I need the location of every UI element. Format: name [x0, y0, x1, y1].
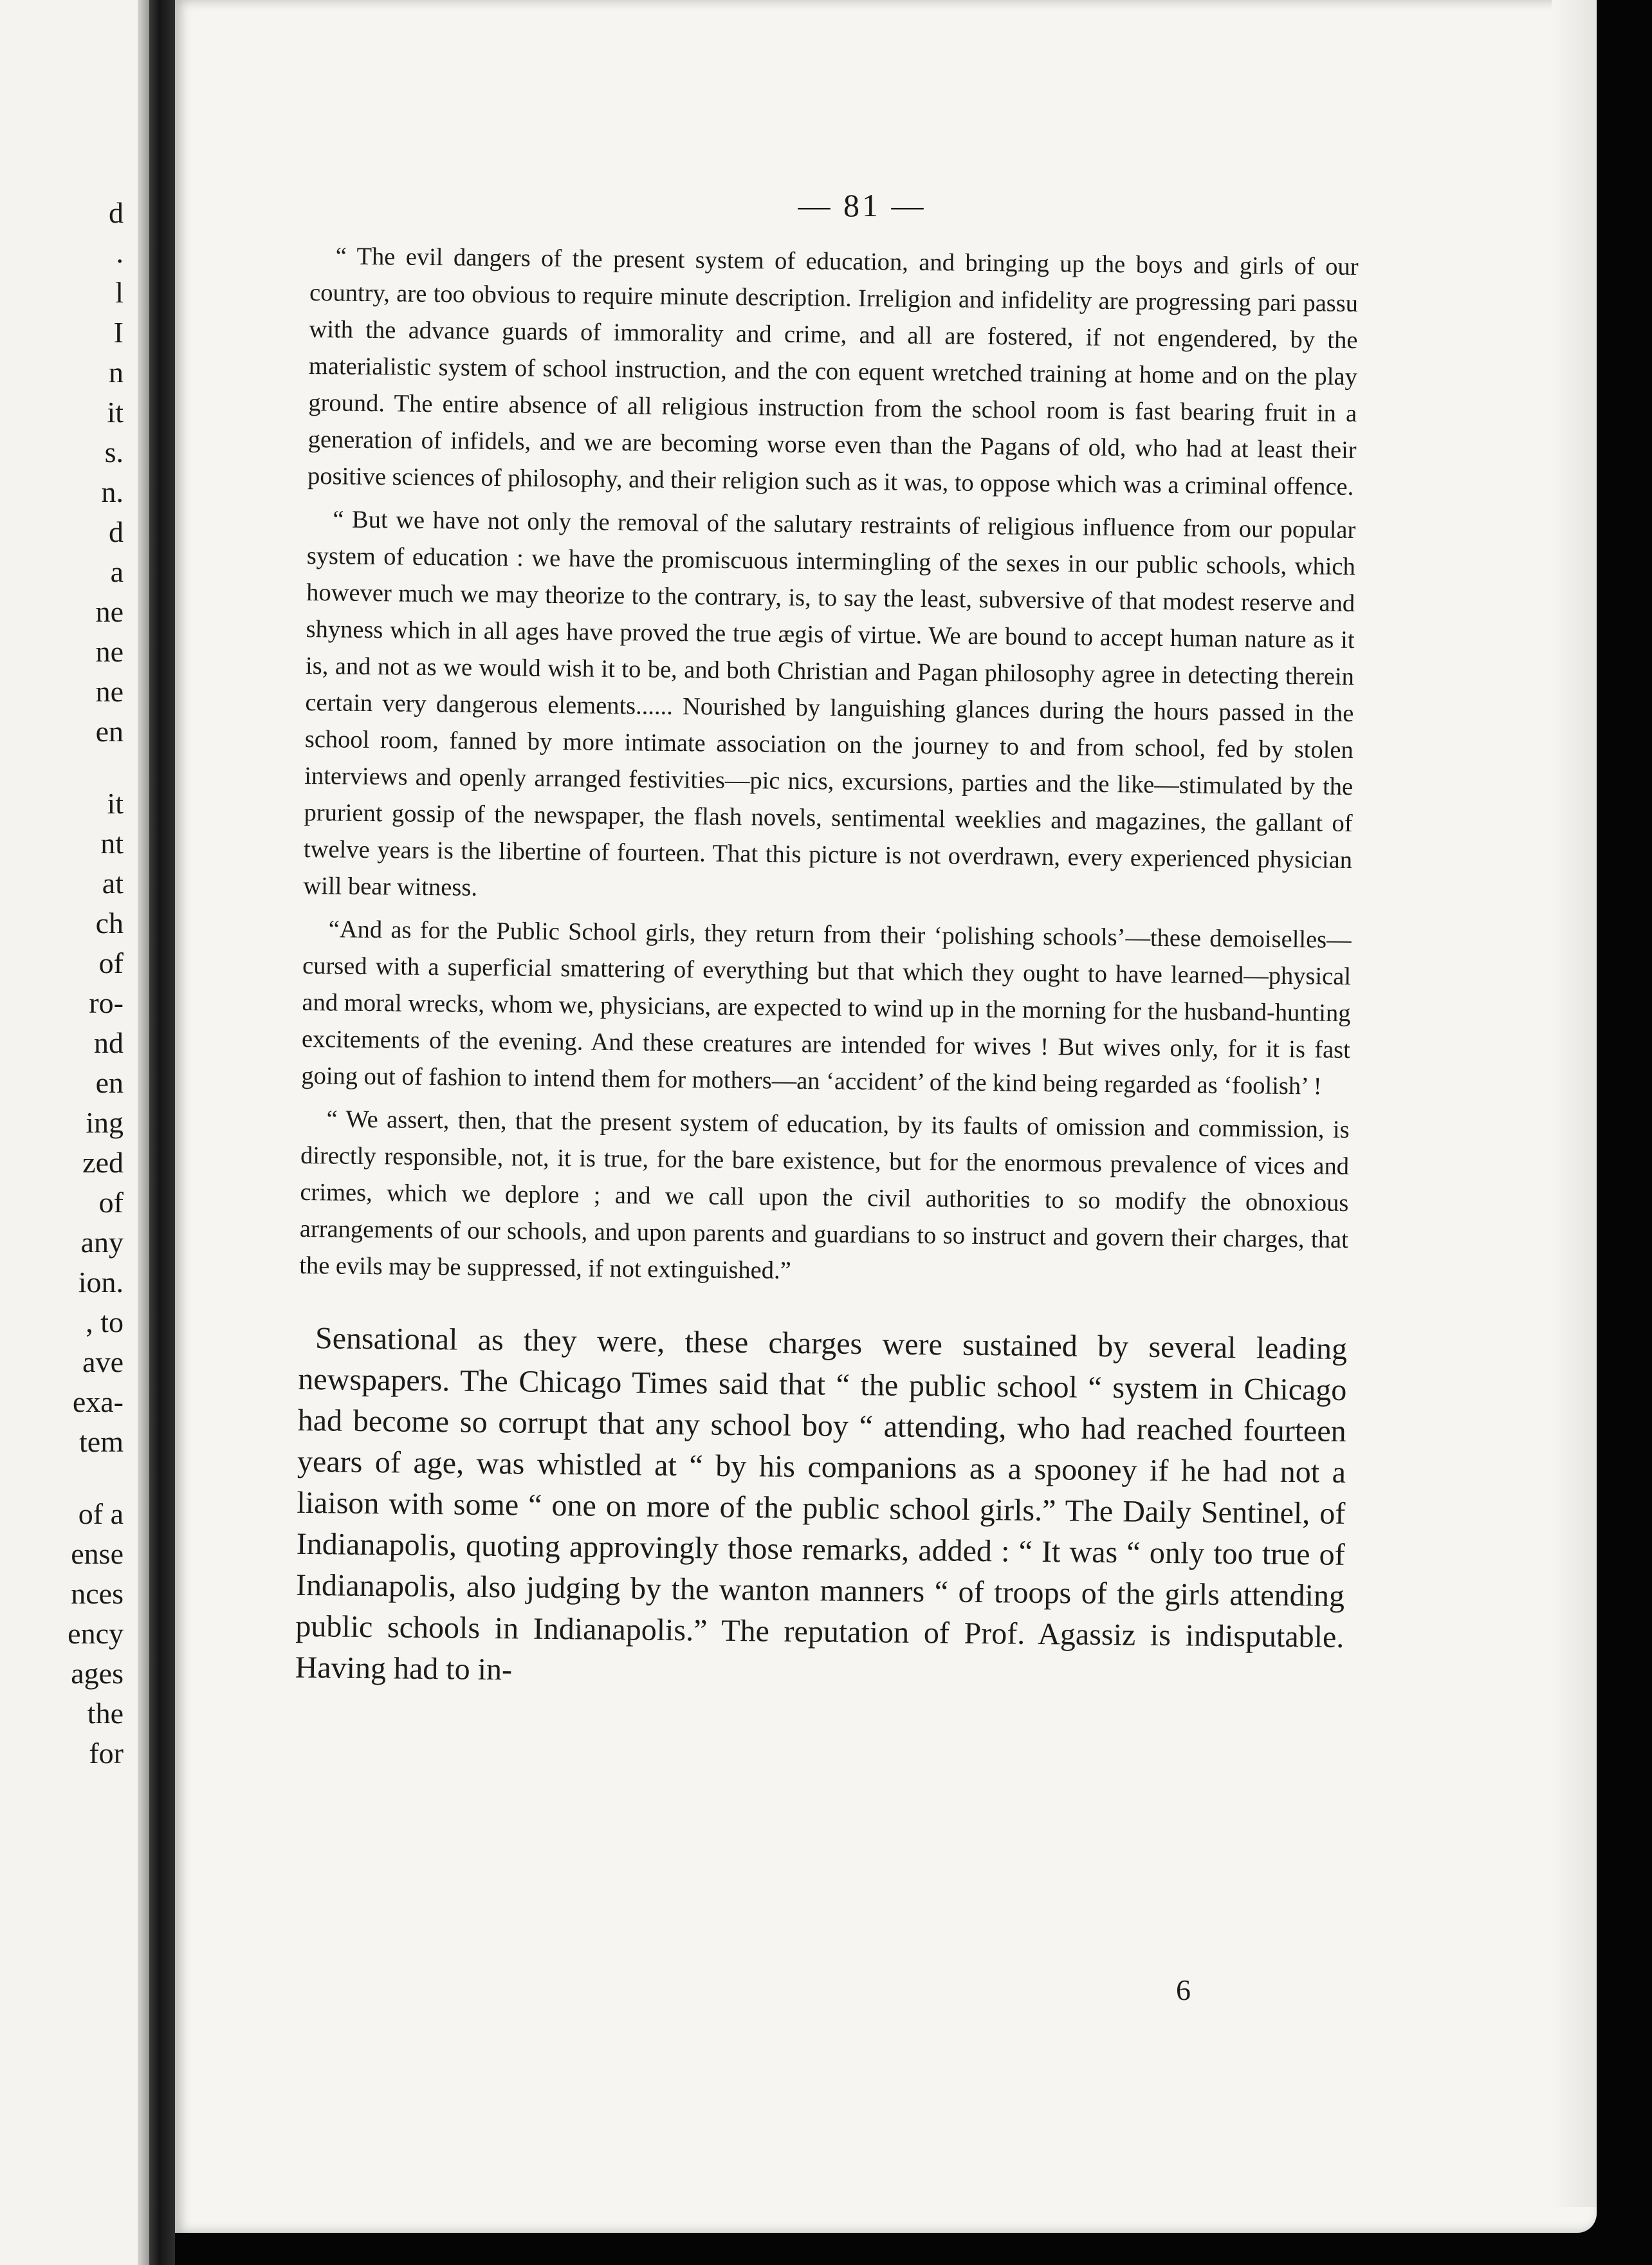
previous-page-line-ending: any [80, 1226, 124, 1259]
previous-page-line-ending: ense [71, 1537, 124, 1570]
quote-paragraph-1: “ The evil dangers of the present system of education, and bringing up the boys and girls of our country, are too obvious to require minute description. Irreligion and infidelity are progressing pari passu with the advance guards of immorality and crime, and all are fostered, if not engendered, by the materialistic system of school instruction, and the con equent wretched training at home and on the play ground. The entire absence of all religious instruction from the school room is fast bearing fruit in a generation of infidels, and we are becoming worse even than the Pagans of old, who had at least their positive sciences of philosophy, and their religion such as it was, to oppose which was a criminal offence. [307, 243, 1359, 501]
quote-paragraph-2: “ But we have not only the removal of the salutary restraints of religious influence from our popular system of education : we have the promiscuous intermingling of the sexes in our public schools, which however much we may theorize to the contrary, is, to say the least, subversive of that modest reserve and shyness which in all ages have proved the true ægis of virtue. We are bound to accept human nature as it is, and not as we would wish it to be, and both Christian and Pagan philosophy agree in detecting therein certain very dangerous elements...... Nourished by languishing glances during the hours passed in the school room, fanned by more intimate association on the journey to and from school, fed by stolen interviews and openly arranged festivities—pic nics, excursions, parties and the like—stimulated by the prurient gossip of the newspaper, the flash novels, sentimental weeklies and magazines, the gallant of twelve years is the libertine of fourteen. That this picture is not overdrawn, every experienced physician will bear witness. [303, 506, 1356, 901]
previous-page-line-ending: , to [86, 1306, 124, 1338]
previous-page-line-ending: ne [95, 595, 124, 628]
book-page [175, 0, 1597, 2233]
previous-page-line-ending: a [110, 555, 124, 588]
previous-page-line-ending: of [98, 947, 124, 979]
previous-page-line-ending: at [102, 867, 124, 900]
previous-page-line-ending: nces [71, 1577, 124, 1610]
previous-page-line-ending: of a [78, 1497, 124, 1530]
previous-page-line-ending: . [116, 236, 124, 269]
previous-page-line-ending: nd [94, 1026, 124, 1059]
main-paragraph: Sensational as they were, these charges were sustained by several leading newspapers. The Chicago Times said that “ the public school “ system in Chicago had become so corrupt that any school boy “ attending, who had reached fourteen years of age, was whistled at “ by his companions as a spooney if he had not a liaison with some “ one on more of the public school girls.” The Daily Sentinel, of Indianapolis, quoting approvingly those remarks, added : “ It was “ only too true of Indianapolis, also judging by the wanton manners “ of troops of the girls attending public schools in Indianapolis.” The reputation of Prof. Agassiz is indisputable. Having had to in- [295, 1321, 1348, 1687]
previous-page-line-ending: n [109, 356, 124, 389]
previous-page-line-ending: ro- [89, 986, 124, 1019]
spine-shadow [138, 0, 149, 2265]
previous-page-line-ending: ion. [78, 1266, 124, 1299]
page-number: — 81 — [798, 187, 926, 223]
previous-page-line-ending: ing [86, 1106, 124, 1139]
book-binding [149, 0, 175, 2265]
previous-page-line-ending: nt [100, 827, 124, 860]
previous-page-line-ending: en [95, 715, 124, 748]
signature-mark: 6 [1176, 1974, 1191, 2006]
previous-page-line-ending: ages [71, 1657, 124, 1690]
quoted-passage [299, 238, 1359, 1295]
previous-page-line-ending: of [98, 1186, 124, 1219]
previous-page-line-ending: d [109, 196, 124, 229]
previous-page-line-ending: ave [82, 1345, 124, 1378]
previous-page-line-ending: the [87, 1697, 124, 1730]
previous-page-line-ending: s. [104, 436, 124, 468]
previous-page-line-ending: ency [68, 1617, 124, 1650]
previous-page-line-ending: ne [95, 675, 124, 708]
previous-page-line-ending [8, 752, 124, 784]
previous-page-line-ending: it [107, 396, 124, 429]
page-body [295, 238, 1359, 1699]
previous-page-fragment [0, 0, 149, 2265]
previous-page-line-ending: for [89, 1737, 124, 1770]
previous-page-line-ending [8, 1462, 124, 1494]
previous-page-line-ending: exa- [72, 1385, 124, 1418]
previous-page-line-endings [8, 193, 124, 1773]
previous-page-line-ending: l [115, 276, 124, 309]
previous-page-line-ending: zed [82, 1146, 124, 1179]
previous-page-line-ending: ch [95, 907, 124, 939]
quote-paragraph-3: “And as for the Public School girls, they return from their ‘polishing schools’—these demoiselles—cursed with a superficial smattering of everything but that which they ought to have learned—physical and moral wrecks, whom we, physicians, are expected to wind up in the morning for the husband-hunting excitements of the evening. And these creatures are intended for wives ! But wives only, for it is fast going out of fashion to intend them for mothers—an ‘accident’ of the kind being regarded as ‘foolish’ ! [301, 916, 1352, 1100]
previous-page-line-ending: d [109, 515, 124, 548]
main-text [295, 1318, 1347, 1699]
previous-page-line-ending: ne [95, 635, 124, 668]
previous-page-line-ending: tem [79, 1425, 124, 1458]
previous-page-line-ending: I [113, 316, 124, 349]
quote-paragraph-4: “ We assert, then, that the present system of education, by its faults of omission and commission, is directly responsible, not, it is true, for the bare existence, but for the enormous prevalence of vices and crimes, which we deplore ; and we call upon the civil authorities to so modify the obnoxious arrangements of our schools, and upon parents and guardians to so instruct and govern their charges, that the evils may be suppressed, if not extinguished.” [299, 1105, 1350, 1284]
previous-page-line-ending: n. [101, 476, 124, 508]
previous-page-line-ending: en [95, 1066, 124, 1099]
page-edge [1552, 0, 1597, 2207]
previous-page-line-ending: it [107, 787, 124, 820]
